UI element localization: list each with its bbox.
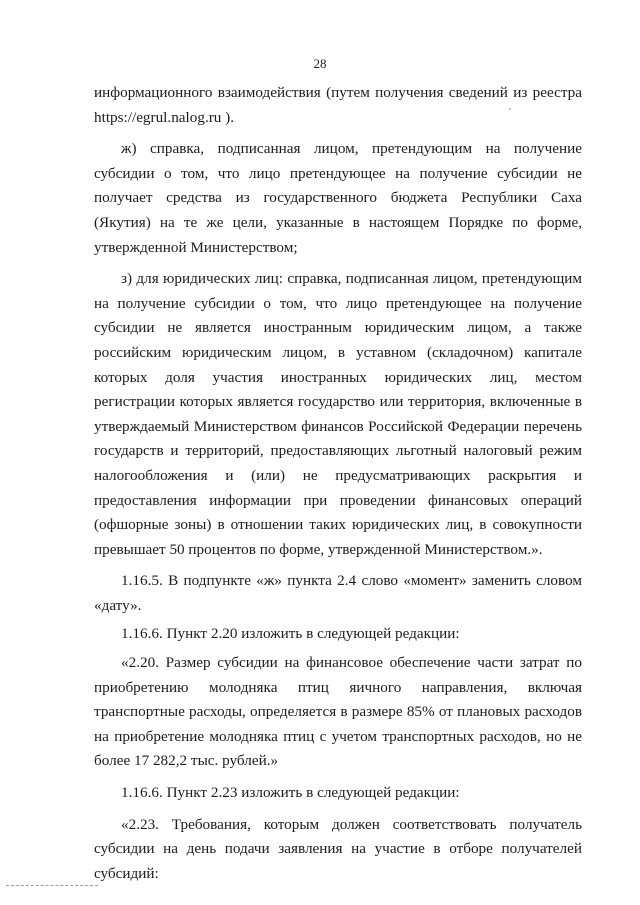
paragraph-item-zh: ж) справка, подписанная лицом, претендующим на получение субсидии о том, что лицо претендующее на получение субсидии не получает средства из государственного бюджета Республики Саха (Якутия) на те же цели, указанные в настоящем Порядке по форме, утвержденной Министерством; (94, 140, 582, 256)
paragraph-1-16-6-first: 1.16.6. Пункт 2.20 изложить в следующей редакции: (121, 625, 460, 643)
paragraph-item-z: з) для юридических лиц: справка, подписанная лицом, претендующим на получение субсидии о том, что лицо претендующее на получение субсидии не является иностранным юридическим лицом, а также российским юридическим лицом, в уставном (складочном) капитале которых доля участия иностранных юридических лиц, местом регистрации которых является государство или территория, включенные в утверждаемый Министерством финансов Российской Федерации перечень государств и территорий, предоставляющих льготный налоговый режим налогообложения и (или) не предусматривающих раскрытия и предоставления информации при проведении финансовых операций (офшорные зоны) в отношении таких юридических лиц, в совокупности превышает 50 процентов по форме, утвержденной Министерством.». (94, 270, 582, 558)
document-body (94, 81, 582, 886)
paragraph-egrul-continuation: информационного взаимодействия (путем получения сведений из реестра https://egrul.nalog.ru ). (94, 84, 582, 126)
paragraph-2-20: «2.20. Размер субсидии на финансовое обеспечение части затрат по приобретению молодняка птиц яичного направления, включая транспортные расходы, определяется в размере 85% от плановых расходов на приобретение молодняка птиц с учетом транспортных расходов, но не более 17 282,2 тыс. рублей.» (94, 654, 582, 770)
page-number: 28 (313, 56, 327, 71)
paragraph-2-23: «2.23. Требования, которым должен соответствовать получатель субсидии на день подачи заявления на участие в отборе получателей субсидий: (94, 815, 582, 882)
paragraph-1-16-5: 1.16.5. В подпункте «ж» пункта 2.4 слово «момент» заменить словом «дату». (94, 572, 582, 614)
scan-edge-artifact (6, 885, 98, 886)
paragraph-1-16-6-second: 1.16.6. Пункт 2.23 изложить в следующей редакции: (121, 784, 460, 802)
